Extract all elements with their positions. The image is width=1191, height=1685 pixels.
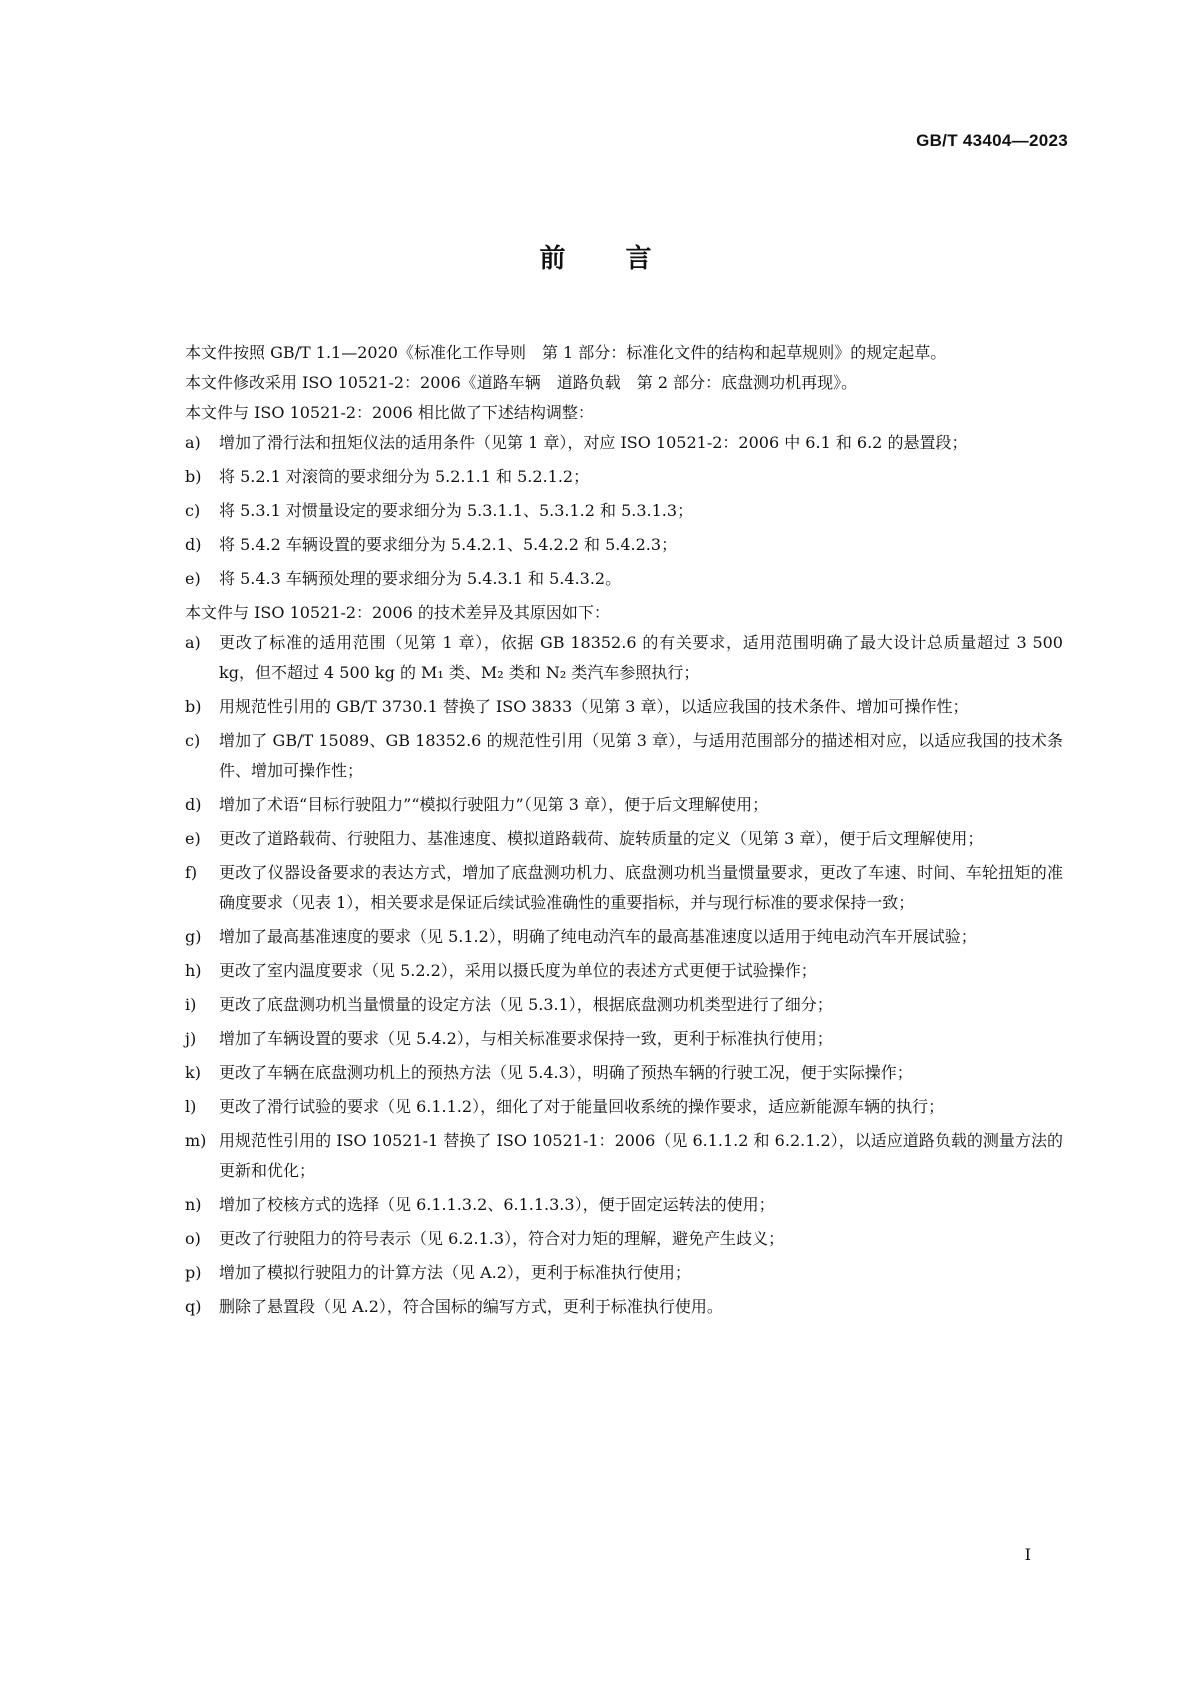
list-item	[143, 1190, 1063, 1220]
list-marker: d)	[185, 535, 202, 554]
list-item	[143, 1224, 1063, 1254]
list-item	[143, 628, 1063, 688]
list-marker: k)	[185, 1063, 201, 1082]
technical-changes-list	[143, 628, 1063, 1322]
list-item	[143, 726, 1063, 786]
list-item-text: 将 5.3.1 对惯量设定的要求细分为 5.3.1.1、5.3.1.2 和 5.3.1.3；	[219, 501, 694, 520]
intro-paragraph-3: 本文件与 ISO 10521-2：2006 相比做了下述结构调整：	[185, 403, 594, 422]
list-item-text: 增加了校核方式的选择（见 6.1.1.3.2、6.1.1.3.3），便于固定运转法的使用；	[219, 1195, 775, 1214]
list-item	[143, 790, 1063, 820]
list-item	[143, 428, 1063, 458]
list-item-text: 用规范性引用的 GB/T 3730.1 替换了 ISO 3833（见第 3 章），以适应我国的技术条件、增加可操作性；	[219, 697, 969, 716]
list-marker: b)	[185, 697, 202, 716]
list-item-text: 更改了车辆在底盘测功机上的预热方法（见 5.4.3），明确了预热车辆的行驶工况，便于实际操作；	[219, 1063, 913, 1082]
list-marker: h)	[185, 961, 202, 980]
list-marker: e)	[185, 829, 201, 848]
list-marker: q)	[185, 1297, 202, 1316]
list-item	[143, 1126, 1063, 1186]
list-item-text: 更改了滑行试验的要求（见 6.1.1.2），细化了对于能量回收系统的操作要求，适应新能源车辆的执行；	[219, 1097, 945, 1116]
list-item-text: 用规范性引用的 ISO 10521-1 替换了 ISO 10521-1：2006（见 6.1.1.2 和 6.2.1.2），以适应道路负载的测量方法的更新和优化；	[219, 1131, 1063, 1180]
list-item-text: 将 5.4.3 车辆预处理的要求细分为 5.4.3.1 和 5.4.3.2。	[219, 569, 622, 588]
document-body	[143, 338, 1063, 1326]
list-item	[143, 824, 1063, 854]
list-item-text: 增加了 GB/T 15089、GB 18352.6 的规范性引用（见第 3 章），与适用范围部分的描述相对应，以适应我国的技术条件、增加可操作性；	[219, 731, 1063, 780]
list-item	[143, 922, 1063, 952]
list-marker: c)	[185, 501, 201, 520]
list-marker: p)	[185, 1263, 202, 1282]
list-item-text: 将 5.2.1 对滚筒的要求细分为 5.2.1.1 和 5.2.1.2；	[219, 467, 590, 486]
list-item	[143, 530, 1063, 560]
list-marker: j)	[185, 1029, 197, 1048]
list-item	[143, 858, 1063, 918]
list-item-text: 更改了底盘测功机当量惯量的设定方法（见 5.3.1），根据底盘测功机类型进行了细分；	[219, 995, 833, 1014]
list-item-text: 删除了悬置段（见 A.2），符合国标的编写方式，更利于标准执行使用。	[219, 1297, 723, 1316]
list-marker: o)	[185, 1229, 201, 1248]
list-item-text: 增加了最高基准速度的要求（见 5.1.2），明确了纯电动汽车的最高基准速度以适用于纯电动汽车开展试验；	[219, 927, 977, 946]
list-marker: n)	[185, 1195, 202, 1214]
list-item-text: 增加了模拟行驶阻力的计算方法（见 A.2），更利于标准执行使用；	[219, 1263, 691, 1282]
list-marker: i)	[185, 995, 197, 1014]
list-marker: a)	[185, 433, 201, 452]
standard-code: GB/T 43404—2023	[916, 131, 1068, 150]
intro-paragraph-2: 本文件修改采用 ISO 10521-2：2006《道路车辆 道路负载 第 2 部分：底盘测功机再现》。	[185, 373, 858, 392]
list-item-text: 更改了标准的适用范围（见第 1 章），依据 GB 18352.6 的有关要求，适用范围明确了最大设计总质量超过 3 500 kg，但不超过 4 500 kg 的 M₁ 类、M₂ 类和 N₂ 类汽车参照执行；	[219, 633, 1063, 682]
list-item	[143, 462, 1063, 492]
list-marker: e)	[185, 569, 201, 588]
list-marker: g)	[185, 927, 202, 946]
list-item	[143, 1058, 1063, 1088]
list-item	[143, 956, 1063, 986]
page-title: 前言	[539, 244, 712, 274]
tech-intro-paragraph: 本文件与 ISO 10521-2：2006 的技术差异及其原因如下：	[185, 603, 610, 622]
list-item	[143, 1258, 1063, 1288]
list-item-text: 更改了道路载荷、行驶阻力、基准速度、模拟道路载荷、旋转质量的定义（见第 3 章），便于后文理解使用；	[219, 829, 984, 848]
list-item	[143, 564, 1063, 594]
list-item	[143, 1092, 1063, 1122]
intro-paragraph-1: 本文件按照 GB/T 1.1—2020《标准化工作导则 第 1 部分：标准化文件的结构和起草规则》的规定起草。	[185, 343, 947, 362]
list-item	[143, 990, 1063, 1020]
list-item	[143, 496, 1063, 526]
list-marker: f)	[185, 863, 198, 882]
list-marker: d)	[185, 795, 202, 814]
list-item-text: 增加了术语“目标行驶阻力”“模拟行驶阻力”（见第 3 章），便于后文理解使用；	[219, 795, 769, 814]
list-marker: l)	[185, 1097, 197, 1116]
list-marker: c)	[185, 731, 201, 750]
list-item-text: 更改了仪器设备要求的表达方式，增加了底盘测功机力、底盘测功机当量惯量要求，更改了车速、时间、车轮扭矩的准确度要求（见表 1），相关要求是保证后续试验准确性的重要指标，并与现行标准的要求保持一致；	[219, 863, 1063, 912]
page-number: I	[1024, 1545, 1031, 1564]
list-item-text: 更改了室内温度要求（见 5.2.2），采用以摄氏度为单位的表述方式更便于试验操作；	[219, 961, 817, 980]
list-item-text: 增加了滑行法和扭矩仪法的适用条件（见第 1 章），对应 ISO 10521-2：2006 中 6.1 和 6.2 的悬置段；	[219, 433, 968, 452]
list-marker: b)	[185, 467, 202, 486]
list-item	[143, 692, 1063, 722]
list-item-text: 增加了车辆设置的要求（见 5.4.2），与相关标准要求保持一致，更利于标准执行使用；	[219, 1029, 833, 1048]
structural-changes-list	[143, 428, 1063, 594]
list-marker: a)	[185, 633, 201, 652]
list-item-text: 更改了行驶阻力的符号表示（见 6.2.1.3），符合对力矩的理解，避免产生歧义；	[219, 1229, 785, 1248]
list-item-text: 将 5.4.2 车辆设置的要求细分为 5.4.2.1、5.4.2.2 和 5.4.2.3；	[219, 535, 678, 554]
list-item	[143, 1292, 1063, 1322]
list-marker: m)	[185, 1131, 207, 1150]
list-item	[143, 1024, 1063, 1054]
